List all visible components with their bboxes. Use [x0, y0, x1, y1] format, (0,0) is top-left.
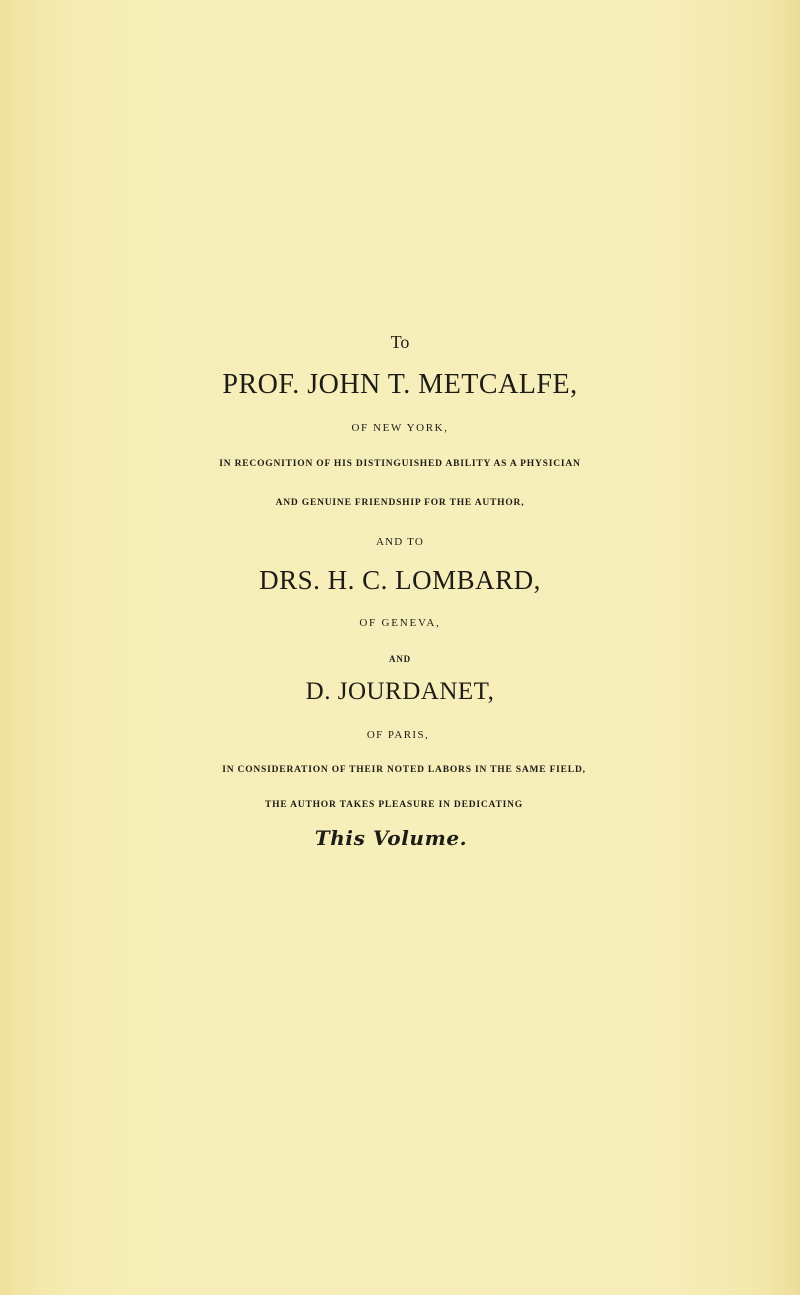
closing-this-volume: This Volume.: [314, 826, 468, 850]
consideration-line: IN CONSIDERATION OF THEIR NOTED LABORS IN THE SAME FIELD,: [222, 765, 586, 775]
dedicatee-metcalfe: PROF. JOHN T. METCALFE,: [222, 369, 578, 400]
dedicatee-jourdanet: D. JOURDANET,: [305, 678, 495, 705]
dedicatee-lombard: DRS. H. C. LOMBARD,: [259, 565, 541, 595]
location-new-york: OF NEW YORK,: [351, 422, 449, 434]
friendship-line: AND GENUINE FRIENDSHIP FOR THE AUTHOR,: [275, 498, 525, 508]
recognition-line: IN RECOGNITION OF HIS DISTINGUISHED ABILITY AS A PHYSICIAN: [219, 459, 581, 469]
pleasure-line: THE AUTHOR TAKES PLEASURE IN DEDICATING: [265, 800, 523, 810]
and-to-line: AND TO: [375, 536, 425, 548]
location-paris: OF PARIS,: [366, 729, 430, 741]
dedication-to: To: [390, 332, 410, 352]
and-line: AND: [389, 654, 411, 664]
location-geneva: OF GENEVA,: [359, 617, 441, 629]
